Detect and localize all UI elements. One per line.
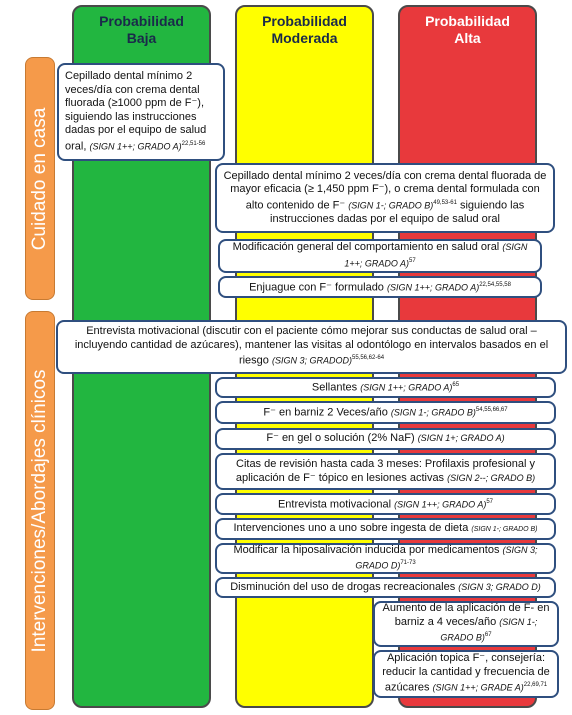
box-behavior-modification-ref: (SIGN 1++; GRADO A) xyxy=(344,242,528,269)
box-diet-interventions xyxy=(215,518,556,540)
box-recreational-drugs-ref: (SIGN 3; GRADO D) xyxy=(458,581,541,592)
header-high-risk xyxy=(398,13,537,47)
box-brushing-low-sup: 22,51-56 xyxy=(181,140,206,147)
side-label-home-text: Cuidado en casa xyxy=(29,107,50,250)
box-brushing-high-fluoride-ref: (SIGN 1-; GRADO B) xyxy=(348,200,434,211)
box-fluoride-gel-ref: (SIGN 1+; GRADO A) xyxy=(417,433,505,444)
box-fluoride-gel xyxy=(215,428,556,450)
box-motivational-interview-all-text: Entrevista motivacional (discutir con el paciente cómo mejorar sus conductas de salud oral – incluyendo cantidad de azúcares), mantener las visitas al odontólogo en intervalos basados en el riesgo xyxy=(74,325,549,368)
box-varnish-four xyxy=(373,601,559,647)
box-behavior-modification xyxy=(218,239,542,273)
box-brushing-low xyxy=(57,63,225,161)
box-hyposalivation-text: Modificar la hiposalivación inducida por medicamentos xyxy=(233,543,500,556)
box-review-appointments-ref: (SIGN 2--; GRADO B) xyxy=(447,472,536,483)
header-low-line2: Baja xyxy=(126,30,157,46)
box-topical-fluoride-counseling xyxy=(373,650,559,698)
box-fluoride-rinse-sup: 22,54,55,58 xyxy=(479,281,511,288)
box-motivational-interview-text: Entrevista motivacional xyxy=(277,498,392,511)
box-brushing-low-ref: (SIGN 1++; GRADO A) xyxy=(89,141,182,152)
box-behavior-modification-sup: 57 xyxy=(409,257,416,264)
header-moderate-line2: Moderada xyxy=(271,30,338,46)
box-brushing-high-fluoride-sup: 49,53-61 xyxy=(433,199,457,206)
side-label-home-care xyxy=(25,57,55,300)
header-high-line1: Probabilidad xyxy=(425,13,510,29)
box-varnish-twice-ref: (SIGN 1-; GRADO B) xyxy=(390,408,476,419)
header-low-line1: Probabilidad xyxy=(99,13,184,29)
box-motivational-interview xyxy=(215,493,556,515)
box-varnish-twice xyxy=(215,401,556,424)
box-motivational-interview-all-ref: (SIGN 3; GRADOD) xyxy=(271,356,352,367)
box-sealants-sup: 65 xyxy=(452,382,460,389)
box-sealants-ref: (SIGN 1++; GRADO A) xyxy=(360,383,453,394)
box-hyposalivation-sup: 71-73 xyxy=(400,560,416,567)
box-diet-interventions-text: Intervenciones uno a uno sobre ingesta de dieta xyxy=(233,521,469,534)
box-recreational-drugs-text: Disminución del uso de drogas recreacionales xyxy=(230,580,456,593)
box-topical-fluoride-counseling-ref: (SIGN 1++; GRADE A) xyxy=(432,683,524,694)
header-moderate-line1: Probabilidad xyxy=(262,13,347,29)
box-fluoride-rinse-ref: (SIGN 1++; GRADO A) xyxy=(387,282,480,293)
box-varnish-twice-sup: 54,55,66,67 xyxy=(475,407,508,414)
box-motivational-interview-all-sup: 55,56,62-64 xyxy=(352,355,385,362)
box-brushing-low-text: Cepillado dental mínimo 2 veces/día con crema dental fluorada (≥1000 ppm de F⁻), siguiendo las instrucciones dadas por el equipo de salud oral, xyxy=(65,70,207,153)
box-brushing-high-fluoride xyxy=(215,163,555,233)
box-motivational-interview-sup: 57 xyxy=(486,498,494,505)
box-topical-fluoride-counseling-text: Aplicación topica F⁻, consejería: reducir la cantidad y frecuencia de azúcares xyxy=(382,652,550,695)
box-varnish-four-ref: (SIGN 1-; GRADO B) xyxy=(440,616,538,644)
side-label-clinical-text: Intervenciones/Abordajes clínicos xyxy=(29,368,50,653)
box-hyposalivation-ref: (SIGN 3; GRADO D) xyxy=(355,544,538,571)
box-behavior-modification-text: Modificación general del comportamiento en salud oral xyxy=(232,241,500,254)
box-varnish-four-sup: 67 xyxy=(484,632,492,639)
header-high-line2: Alta xyxy=(454,30,481,46)
header-low-risk xyxy=(72,13,211,47)
box-diet-interventions-ref: (SIGN 1-; GRADO B) xyxy=(471,525,538,533)
side-label-clinical xyxy=(25,311,55,710)
box-sealants xyxy=(215,377,556,398)
box-review-appointments xyxy=(215,453,556,490)
box-fluoride-rinse xyxy=(218,276,542,298)
box-brushing-high-fluoride-text2: siguiendo las instrucciones dadas por el equipo de salud oral xyxy=(270,199,525,225)
box-topical-fluoride-counseling-sup: 22,69,71 xyxy=(523,682,548,689)
header-moderate-risk xyxy=(235,13,374,47)
box-motivational-interview-ref: (SIGN 1++; GRADO A) xyxy=(394,499,487,510)
box-review-appointments-text: Citas de revisión hasta cada 3 meses: Profilaxis profesional y aplicación de F⁻ tópico en lesiones activas xyxy=(235,458,535,484)
box-varnish-four-text: Aumento de la aplicación de F- en barniz a 4 veces/año xyxy=(382,602,550,628)
box-fluoride-gel-text: F⁻ en gel o solución (2% NaF) xyxy=(266,432,415,445)
box-hyposalivation xyxy=(215,543,556,574)
box-motivational-interview-all xyxy=(56,320,567,374)
box-sealants-text: Sellantes xyxy=(311,382,358,395)
box-recreational-drugs xyxy=(215,577,556,598)
box-fluoride-rinse-text: Enjuague con F⁻ formulado xyxy=(249,281,384,294)
box-brushing-high-fluoride-text: Cepillado dental mínimo 2 veces/día con crema dental fluorada de mayor eficacia (≥ 1,450 ppm F⁻), o crema dental formulada con alto contenido de F⁻ xyxy=(223,169,547,212)
box-varnish-twice-text: F⁻ en barniz 2 Veces/año xyxy=(263,407,388,420)
